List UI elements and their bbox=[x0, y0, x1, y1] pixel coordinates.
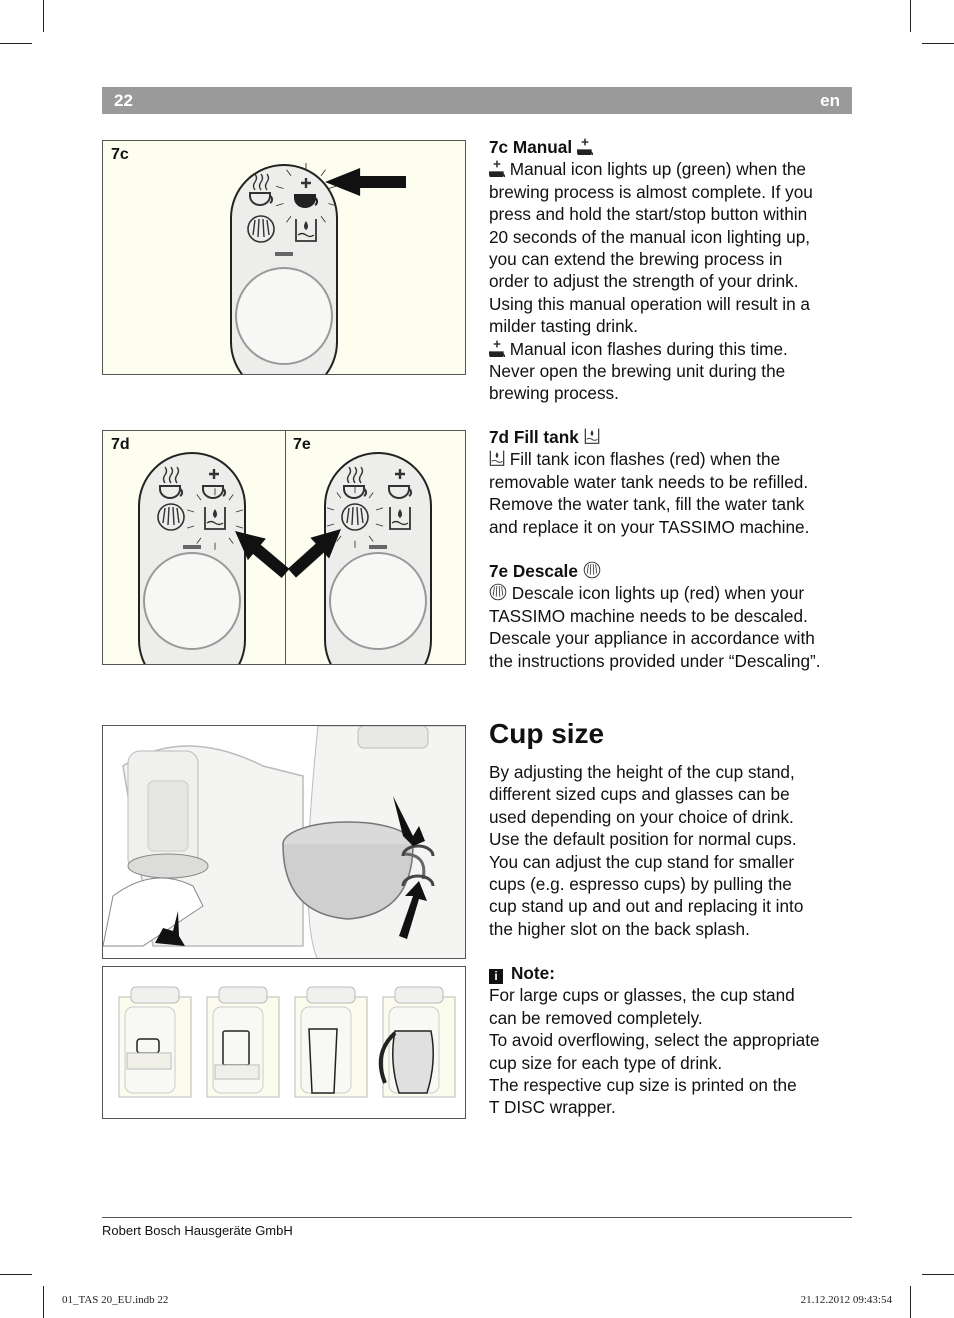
manual-icon bbox=[489, 339, 505, 357]
info-icon: i bbox=[489, 969, 503, 984]
crop-mark bbox=[0, 43, 32, 44]
body-line: To avoid overflowing, select the appropriate bbox=[489, 1030, 820, 1051]
body-line: You can adjust the cup stand for smaller bbox=[489, 851, 795, 872]
body-line: used depending on your choice of drink. bbox=[489, 806, 794, 827]
body-line: Manual icon lights up (green) when the bbox=[509, 159, 806, 180]
body-line: Descale icon lights up (red) when your bbox=[511, 583, 805, 604]
section-heading: 7d Fill tank bbox=[489, 427, 579, 447]
machine-mug bbox=[207, 987, 279, 1097]
body-line: removable water tank needs to be refilled. bbox=[489, 471, 809, 492]
page-header-bar bbox=[102, 87, 852, 114]
page-number: 22 bbox=[114, 91, 133, 110]
manual-icon bbox=[577, 137, 593, 155]
body-line: By adjusting the height of the cup stand, bbox=[489, 762, 795, 782]
section-7d bbox=[489, 426, 859, 538]
body-line: Using this manual operation will result in a bbox=[489, 293, 810, 314]
body-line: Descale your appliance in accordance with bbox=[489, 628, 815, 649]
fill-tank-icon bbox=[489, 449, 505, 467]
body-line: Never open the brewing unit during the bbox=[489, 361, 786, 382]
fill-tank-icon bbox=[584, 427, 600, 445]
machine-jug bbox=[381, 987, 455, 1097]
crop-mark bbox=[0, 1274, 32, 1275]
body-line: T DISC wrapper. bbox=[489, 1097, 616, 1118]
body-line: The respective cup size is printed on the bbox=[489, 1075, 797, 1096]
section-title-cup-size: Cup size bbox=[489, 718, 605, 749]
crop-mark bbox=[922, 43, 954, 44]
body-line: Remove the water tank, fill the water tank bbox=[489, 494, 805, 515]
figure-7d-7e bbox=[102, 430, 466, 665]
crop-mark bbox=[43, 1286, 44, 1318]
section-heading: 7c Manual bbox=[489, 137, 573, 157]
footer-rule bbox=[102, 1217, 852, 1218]
language-code: en bbox=[820, 91, 840, 110]
body-line: brewing process. bbox=[489, 383, 619, 404]
cup-stand-illustration bbox=[103, 726, 466, 959]
section-7e bbox=[489, 560, 859, 672]
print-slug-left: 01_TAS 20_EU.indb 22 bbox=[62, 1294, 169, 1306]
body-line: cup size for each type of drink. bbox=[489, 1052, 723, 1073]
control-panel-illustration bbox=[103, 141, 466, 375]
body-line: press and hold the start/stop button within bbox=[489, 204, 808, 225]
print-slug-right: 21.12.2012 09:43:54 bbox=[800, 1294, 892, 1306]
section-7c bbox=[489, 136, 859, 405]
section-heading: 7e Descale bbox=[489, 561, 578, 581]
figure-label: 7d bbox=[111, 436, 130, 453]
body-line: Use the default position for normal cups. bbox=[489, 829, 797, 850]
figure-cup-sizes bbox=[102, 966, 466, 1119]
crop-mark bbox=[910, 0, 911, 32]
body-line: For large cups or glasses, the cup stand bbox=[489, 985, 795, 1006]
machine-espresso-cup bbox=[119, 987, 191, 1097]
crop-mark bbox=[43, 0, 44, 32]
body-line: and replace it on your TASSIMO machine. bbox=[489, 516, 810, 537]
note-block bbox=[489, 962, 859, 1119]
body-line: can be removed completely. bbox=[489, 1007, 703, 1028]
figure-7c bbox=[102, 140, 466, 375]
footer-company: Robert Bosch Hausgeräte GmbH bbox=[102, 1223, 293, 1238]
body-line: you can extend the brewing process in bbox=[489, 249, 783, 270]
arrow-icon bbox=[325, 168, 406, 196]
machine-tall-glass bbox=[295, 987, 367, 1097]
control-panel-illustration bbox=[103, 431, 466, 665]
descale-icon bbox=[583, 561, 601, 579]
body-line: cup stand up and out and replacing it into bbox=[489, 896, 804, 917]
cup-sizes-illustration bbox=[103, 967, 466, 1119]
body-line: order to adjust the strength of your drink. bbox=[489, 271, 799, 292]
body-line: TASSIMO machine needs to be descaled. bbox=[489, 605, 808, 626]
note-heading: Note: bbox=[511, 963, 555, 983]
body-line: the higher slot on the back splash. bbox=[489, 918, 750, 939]
figure-label: 7c bbox=[111, 146, 129, 163]
cup-size-body bbox=[489, 761, 859, 940]
body-line: milder tasting drink. bbox=[489, 316, 639, 337]
figure-label: 7e bbox=[293, 436, 311, 453]
body-line: 20 seconds of the manual icon lighting up, bbox=[489, 226, 811, 247]
crop-mark bbox=[922, 1274, 954, 1275]
crop-mark bbox=[910, 1286, 911, 1318]
body-line: Manual icon flashes during this time. bbox=[509, 338, 788, 359]
figure-cup-stand-adjustment bbox=[102, 725, 466, 959]
body-line: different sized cups and glasses can be bbox=[489, 784, 790, 805]
descale-icon bbox=[489, 583, 507, 601]
manual-icon bbox=[489, 159, 505, 177]
body-line: brewing process is almost complete. If you bbox=[489, 181, 813, 202]
body-line: the instructions provided under “Descaling”. bbox=[489, 650, 821, 671]
body-line: cups (e.g. espresso cups) by pulling the bbox=[489, 874, 792, 895]
body-line: Fill tank icon flashes (red) when the bbox=[509, 449, 781, 470]
